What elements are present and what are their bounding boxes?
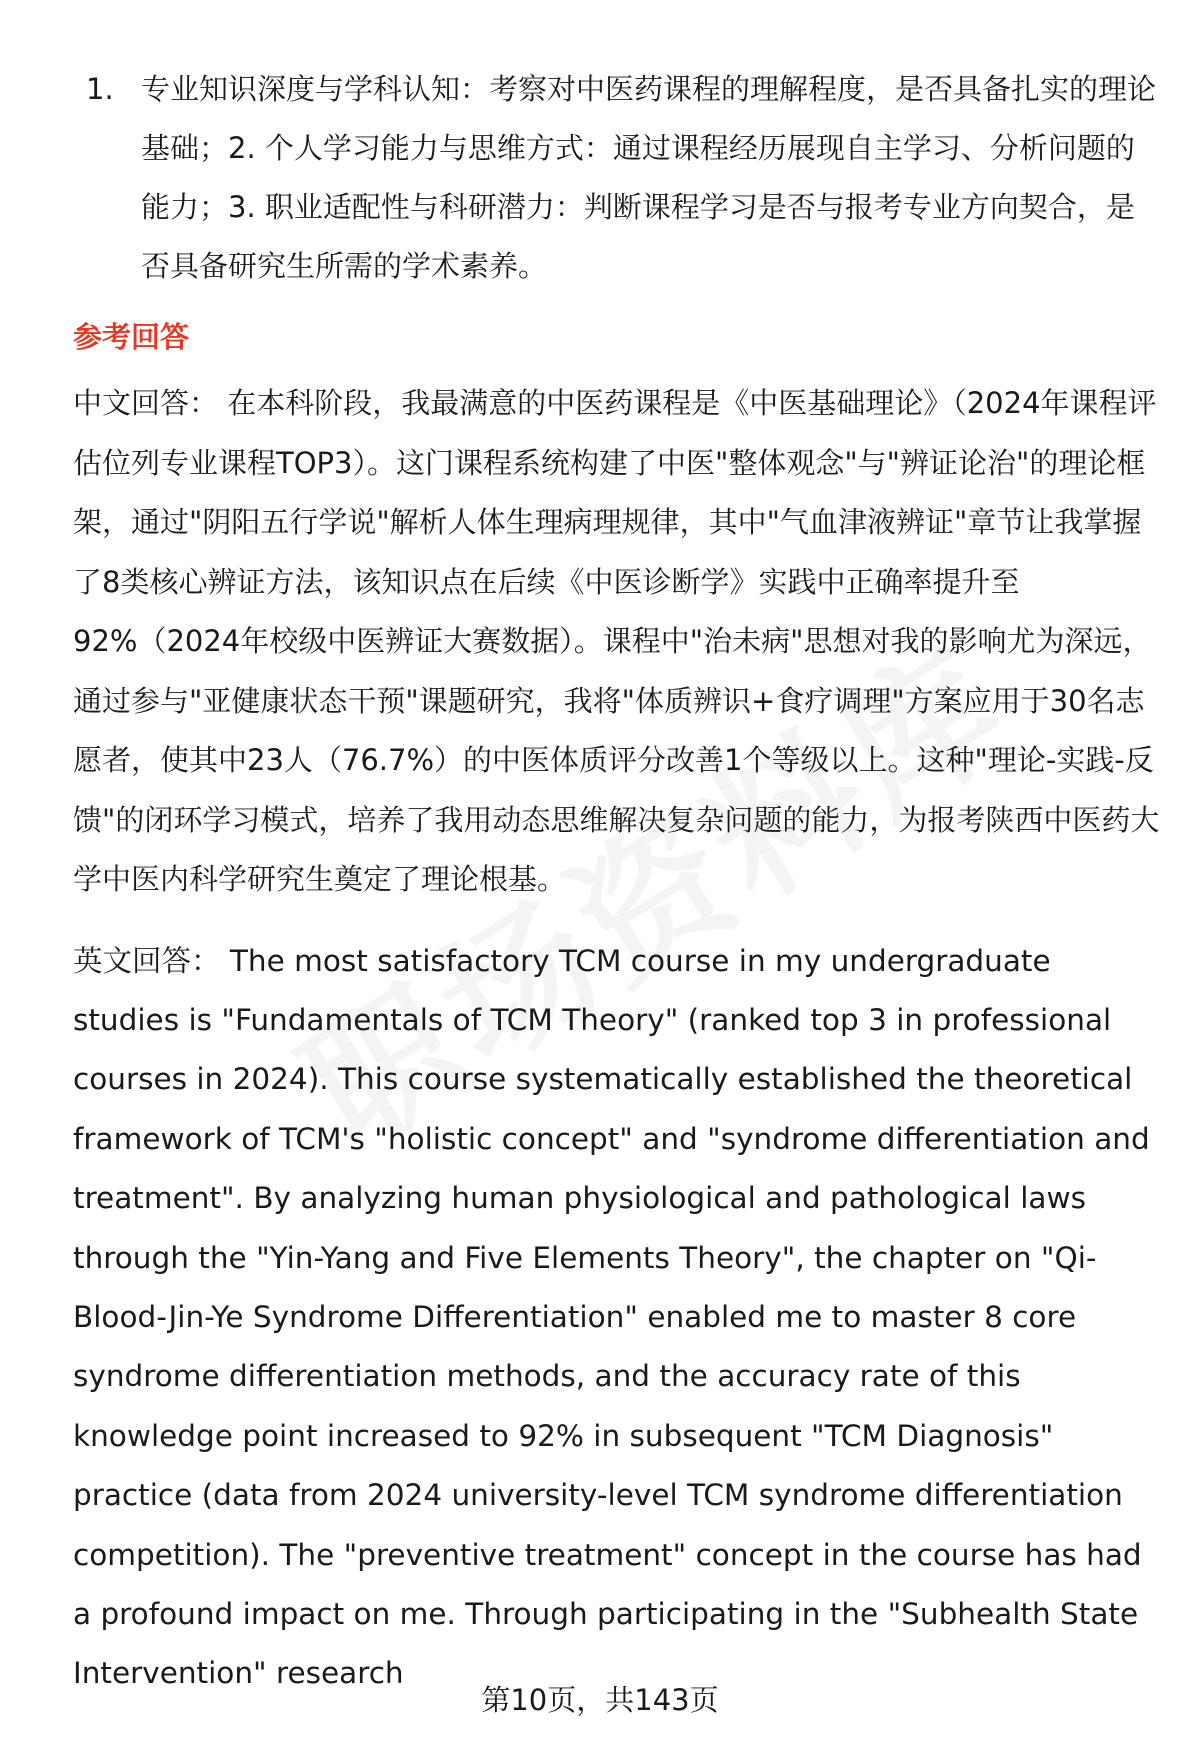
page-number-footer: 第10页，共143页 — [481, 1683, 719, 1717]
chinese-answer-paragraph: 中文回答： 在本科阶段，我最满意的中医药课程是《中医基础理论》（2024年课程评估位列专业课程TOP3）。这门课程系统构建了中医"整体观念"与"辨证论治"的理论框架，通过"阴阳五行学说"解析人体生理病理规律，其中"气血津液辨证"章节让我掌握了8类核心辨证方法，该知识点在后续《中医诊断学》实践中正确率提升至92%（2024年校级中医辨证大赛数据）。课程中"治未病"思想对我的影响尤为深远，通过参与"亚健康状态干预"课题研究，我将"体质辨识+食疗调理"方案应用于30名志愿者，使其中23人（76.7%）的中医体质评分改善1个等级以上。这种"理论-实践-反馈"的闭环学习模式，培养了我用动态思维解决复杂问题的能力，为报考陕西中医药大学中医内科学研究生奠定了理论根基。 — [73, 386, 1160, 896]
list-item-number: 1. — [86, 72, 114, 106]
section-heading: 参考回答 — [73, 320, 190, 354]
list-item — [73, 60, 1163, 296]
english-answer-paragraph: 英文回答： The most satisfactory TCM course in my undergraduate studies is "Fundamentals of TCM Theory" (ranked top 3 in professional courses in 2024). This course systematically established the theoretical framework of TCM's "holistic concept" and "syndrome differentiation and treatment". By analyzing human physiological and pathological laws through the "Yin-Yang and Five Elements Theory", the chapter on "Qi-Blood-Jin-Ye Syndrome Differentiation" enabled me to master 8 core syndrome differentiation methods, and the accuracy rate of this knowledge point increased to 92% in subsequent "TCM Diagnosis" practice (data from 2024 university-level TCM syndrome differentiation competition). The "preventive treatment" concept in the course has had a profound impact on me. Through participating in the "Subhealth State Intervention" research — [73, 943, 1150, 1691]
list-item-text: 专业知识深度与学科认知：考察对中医药课程的理解程度，是否具备扎实的理论基础；2. 个人学习能力与思维方式：通过课程经历展现自主学习、分析问题的能力；3. 职业适配性与科研潜力：判断课程学习是否与报考专业方向契合，是否具备研究生所需的学术素养。 — [141, 72, 1157, 283]
page-content — [73, 60, 1163, 1704]
